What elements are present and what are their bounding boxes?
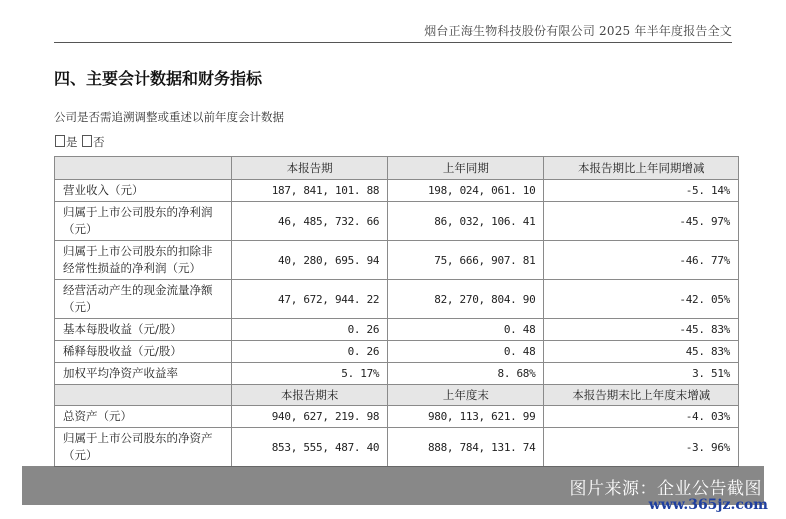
row-label: 稀释每股收益（元/股） xyxy=(55,341,232,363)
change-value: -5. 14% xyxy=(544,180,739,202)
subheader-prior-year-end: 上年度末 xyxy=(388,385,544,406)
header-blank xyxy=(55,157,232,180)
current-value: 0. 26 xyxy=(232,319,388,341)
prior-value: 0. 48 xyxy=(388,341,544,363)
row-label: 经营活动产生的现金流量净额（元） xyxy=(55,280,232,319)
no-checkbox xyxy=(82,135,92,147)
table-row xyxy=(55,428,739,467)
current-value: 0. 26 xyxy=(232,341,388,363)
prior-value: 198, 024, 061. 10 xyxy=(388,180,544,202)
row-label: 归属于上市公司股东的净资产（元） xyxy=(55,428,232,467)
watermark-caption: 图片来源：企业公告截图 xyxy=(569,479,762,499)
row-label: 加权平均净资产收益率 xyxy=(55,363,232,385)
section-title: 四、主要会计数据和财务指标 xyxy=(54,69,263,88)
change-value: -45. 97% xyxy=(544,202,739,241)
row-label: 归属于上市公司股东的净利润（元） xyxy=(55,202,232,241)
prior-value: 0. 48 xyxy=(388,319,544,341)
watermark-url: www.365jz.com xyxy=(648,497,768,513)
current-value: 40, 280, 695. 94 xyxy=(232,241,388,280)
current-value: 940, 627, 219. 98 xyxy=(232,406,388,428)
row-label: 基本每股收益（元/股） xyxy=(55,319,232,341)
row-label: 归属于上市公司股东的扣除非经常性损益的净利润（元） xyxy=(55,241,232,280)
row-label: 总资产（元） xyxy=(55,406,232,428)
table-row xyxy=(55,241,739,280)
change-value: -42. 05% xyxy=(544,280,739,319)
table-row xyxy=(55,406,739,428)
no-label: 否 xyxy=(93,135,105,149)
change-value: -46. 77% xyxy=(544,241,739,280)
current-value: 853, 555, 487. 40 xyxy=(232,428,388,467)
financial-indicators-table xyxy=(54,156,739,467)
current-value: 187, 841, 101. 88 xyxy=(232,180,388,202)
current-value: 47, 672, 944. 22 xyxy=(232,280,388,319)
prior-value: 980, 113, 621. 99 xyxy=(388,406,544,428)
change-value: -3. 96% xyxy=(544,428,739,467)
table-row xyxy=(55,341,739,363)
header-divider xyxy=(54,42,732,43)
current-value: 46, 485, 732. 66 xyxy=(232,202,388,241)
page-header: 烟台正海生物科技股份有限公司 2025 年半年度报告全文 xyxy=(424,24,732,38)
subheader-change: 本报告期末比上年度末增减 xyxy=(544,385,739,406)
prior-value: 75, 666, 907. 81 xyxy=(388,241,544,280)
table-header-row xyxy=(55,157,739,180)
row-label: 营业收入（元） xyxy=(55,180,232,202)
prior-value: 82, 270, 804. 90 xyxy=(388,280,544,319)
table-row xyxy=(55,180,739,202)
table-row xyxy=(55,319,739,341)
prior-value: 888, 784, 131. 74 xyxy=(388,428,544,467)
header-change: 本报告期比上年同期增减 xyxy=(544,157,739,180)
header-prior-period: 上年同期 xyxy=(388,157,544,180)
current-value: 5. 17% xyxy=(232,363,388,385)
table-row xyxy=(55,363,739,385)
restatement-answer xyxy=(54,134,105,150)
change-value: 3. 51% xyxy=(544,363,739,385)
change-value: -4. 03% xyxy=(544,406,739,428)
yes-label: 是 xyxy=(66,135,78,149)
change-value: -45. 83% xyxy=(544,319,739,341)
table-subheader-row xyxy=(55,385,739,406)
restatement-question: 公司是否需追溯调整或重述以前年度会计数据 xyxy=(54,110,284,124)
prior-value: 86, 032, 106. 41 xyxy=(388,202,544,241)
prior-value: 8. 68% xyxy=(388,363,544,385)
change-value: 45. 83% xyxy=(544,341,739,363)
table-row xyxy=(55,280,739,319)
yes-checkbox xyxy=(55,135,65,147)
subheader-period-end: 本报告期末 xyxy=(232,385,388,406)
subheader-blank xyxy=(55,385,232,406)
table-row xyxy=(55,202,739,241)
header-current-period: 本报告期 xyxy=(232,157,388,180)
